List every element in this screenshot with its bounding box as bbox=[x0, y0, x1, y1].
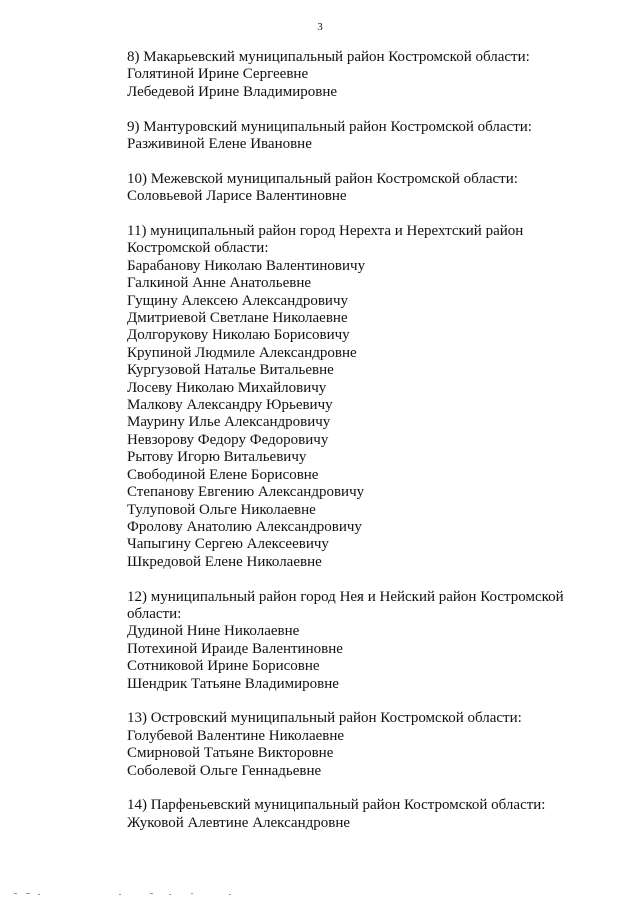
section-heading: 13) Островский муниципальный район Костромской области: bbox=[127, 710, 522, 727]
section-manturovsky bbox=[127, 119, 597, 154]
person-name: Крупиной Людмиле Александровне bbox=[127, 344, 357, 361]
person-name: Маурину Илье Александровичу bbox=[127, 414, 331, 431]
section-ostrovsky bbox=[127, 710, 597, 780]
section-parfenyevsky bbox=[127, 797, 597, 832]
person-name: Разживиной Елене Ивановне bbox=[127, 136, 312, 153]
person-name: Кургузовой Наталье Витальевне bbox=[127, 362, 334, 379]
section-heading: 12) муниципальный район город Нея и Нейский район Костромской области: bbox=[127, 588, 564, 622]
page-number: 3 bbox=[317, 21, 323, 33]
section-heading: 8) Макарьевский муниципальный район Костромской области: bbox=[127, 49, 530, 65]
person-name: Дмитриевой Светлане Николаевне bbox=[127, 310, 348, 327]
person-name: Лебедевой Ирине Владимировне bbox=[127, 83, 338, 100]
person-name: Шкредовой Елене Николаевне bbox=[127, 553, 322, 570]
section-heading: 11) муниципальный район город Нерехта и Нерехтский район Костромской области: bbox=[127, 223, 524, 257]
person-name: Малкову Александру Юрьевичу bbox=[127, 397, 333, 414]
section-mezhevskoy bbox=[127, 171, 597, 206]
person-name: Гущину Алексею Александровичу bbox=[127, 292, 349, 309]
person-name: Потехиной Ираиде Валентиновне bbox=[127, 640, 343, 657]
scan-noise-marks bbox=[0, 891, 640, 897]
section-heading: 14) Парфеньевский муниципальный район Костромской области: bbox=[127, 797, 546, 814]
person-name: Степанову Евгению Александровичу bbox=[127, 484, 365, 501]
person-name: Чапыгину Сергею Алексеевичу bbox=[127, 536, 329, 553]
section-heading: 10) Межевской муниципальный район Костромской области: bbox=[127, 170, 518, 187]
person-name: Голятиной Ирине Сергеевне bbox=[127, 66, 309, 83]
section-heading: 9) Мантуровский муниципальный район Костромской области: bbox=[127, 118, 532, 135]
person-name: Соболевой Ольге Геннадьевне bbox=[127, 762, 322, 779]
person-name: Долгорукову Николаю Борисовичу bbox=[127, 327, 350, 344]
person-name: Фролову Анатолию Александровичу bbox=[127, 518, 362, 535]
person-name: Жуковой Алевтине Александровне bbox=[127, 814, 351, 831]
person-name: Рытову Игорю Витальевичу bbox=[127, 449, 307, 466]
district-list bbox=[127, 49, 597, 850]
person-name: Соловьевой Ларисе Валентиновне bbox=[127, 188, 347, 205]
person-name: Свободиной Елене Борисовне bbox=[127, 466, 319, 483]
person-name: Смирновой Татьяне Викторовне bbox=[127, 745, 334, 762]
person-name: Голубевой Валентине Николаевне bbox=[127, 727, 345, 744]
person-name: Барабанову Николаю Валентиновичу bbox=[127, 257, 366, 274]
person-name: Лосеву Николаю Михайловичу bbox=[127, 379, 327, 396]
person-name: Галкиной Анне Анатольевне bbox=[127, 275, 312, 292]
person-name: Шендрик Татьяне Владимировне bbox=[127, 675, 339, 692]
person-name: Дудиной Нине Николаевне bbox=[127, 623, 300, 640]
person-name: Невзорову Федору Федоровичу bbox=[127, 431, 329, 448]
section-makaryevsky bbox=[127, 49, 597, 101]
person-name: Тулуповой Ольге Николаевне bbox=[127, 501, 316, 518]
person-name: Сотниковой Ирине Борисовне bbox=[127, 658, 320, 675]
section-nerekhta bbox=[127, 223, 597, 571]
section-neya bbox=[127, 589, 597, 693]
